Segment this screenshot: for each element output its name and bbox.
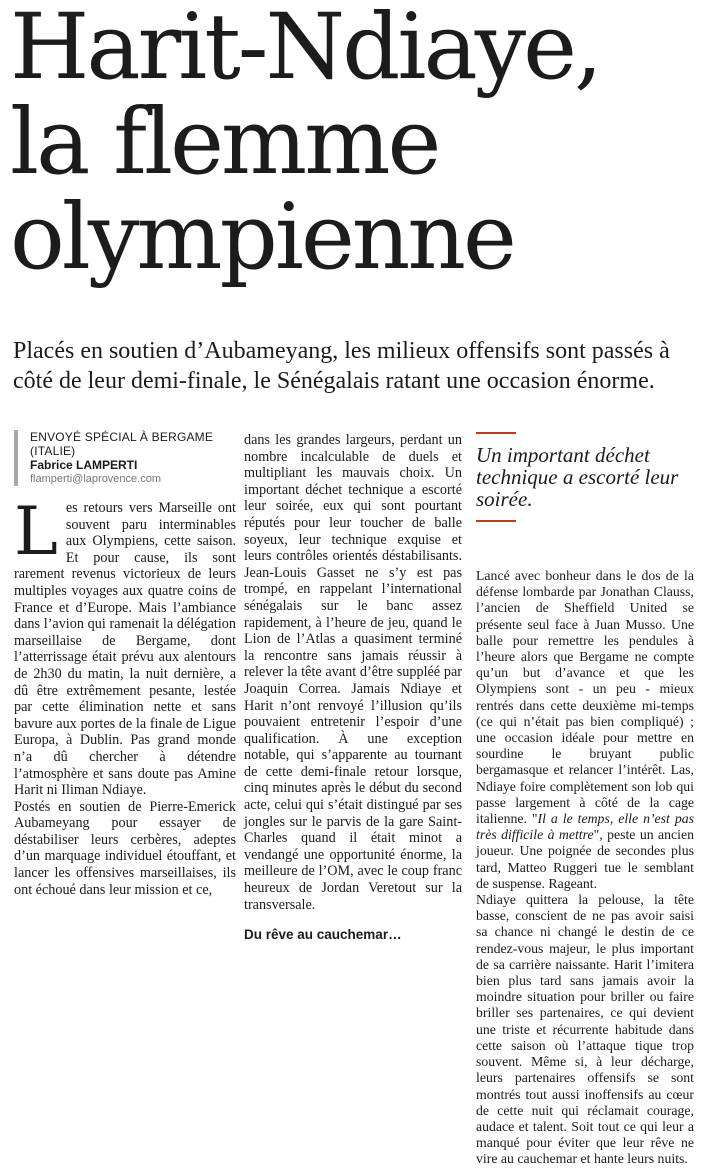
quoted-remark: Il a le temps, elle n’est pas très difficile à mettre [476,811,694,843]
subheading: Du rêve au cauchemar… [244,927,402,943]
standfirst: Placés en soutien d’Aubameyang, les milieux offensifs sont passés à côté de leur demi-finale, le Sénégalais ratant une occasion énorme. [13,338,670,394]
article-column-3 [476,568,694,1168]
article-paragraph-2 [14,799,236,899]
headline-line-3: olympienne [10,185,514,290]
pullquote-rule-bottom [476,520,516,522]
paragraph-3-text-end: ", peste un ancien joueur. Une poignée de secondes plus tard, Matteo Ruggeri tue le semblant de suspense. Rageant. [476,827,694,891]
paragraph-2-text: Postés en soutien de Pierre-Emerick Aubameyang pour essayer de déstabiliser leurs cerbères, adeptes d’un marquage individuel étouffant, et lancer les offensives marseillaises, ils ont échoué dans leur mission et ce, [14,798,236,898]
headline-line-1: Harit-Ndiaye, [10,0,600,100]
drop-cap: L [14,493,58,570]
paragraph-4-text: Ndiaye quittera la pelouse, la tête basse, conscient de ne pas avoir saisi sa chance ni changé le destin de ce rendez-vous majeur, le plus important de sa carrière naissante. Harit l’imitera bien plus tard sans jamais avoir la moindre situation pour briller ou faire briller ses partenaires, ce qui devient une triste et récurrente habitude dans cette saison où l’attaque tique trop souvent. Même si, à leur décharge, leurs partenaires offensifs se sont montrés tout aussi inoffensifs au cœur de cette nuit qui réclamait courage, audace et talent. Soit tout ce qui leur a manqué pour éviter que leur rêve ne vire au cauchemar et hante leurs nuits. [476,892,694,1167]
pullquote-rule-top [476,432,516,434]
byline-location: ENVOYÉ SPÉCIAL À BERGAME (ITALIE) [30,430,214,458]
article-paragraph-4 [476,892,694,1167]
pullquote-block [476,432,691,522]
paragraph-3-text-continued: Lancé avec bonheur dans le dos de la défense lombarde par Jonathan Clauss, l’ancien de Sheffield United se présente seul face à Juan Musso. Une balle pour remettre les pendules à l’heure alors que Bergame ne compte qu’un but d’avance et que les Olympiens sont - un peu - mieux rentrés dans cette deuxième mi-temps (ce qui n’était pas bien compliqué) ; une occasion idéale pour mettre en sourdine le bruyant public bergamasque et relancer l’intérêt. Las, Ndiaye foire complètement son lob qui passe largement à côté de la cage italienne. " [476,568,694,827]
article-paragraph-3-continued [476,568,694,892]
article-paragraph-2-continued: dans les grandes largeurs, perdant un nombre incalculable de duels et multipliant les mauvais choix. Un important déchet technique a escorté leur soirée, eux qui sont pourtant réputés pour leur toucher de balle soyeux, leur technique exquise et leurs contrôles orientés déstabilisants. Jean-Louis Gasset ne s’y est pas trompé, en rappelant l’international sénégalais sur le banc assez rapidement, à l’heure de jeu, quand le Lion de l’Atlas a quasiment terminé la rencontre sans jamais réussir à relever la tête avant d’être suppléé par Joaquin Correa. Jamais Ndiaye et Harit n’ont renvoyé l’illusion qu’ils pouvaient entretenir l’espoir d’une qualification. À une exception notable, qui s’apparente au tournant de cette demi-finale retour lorsque, cinq minutes après le début du second acte, celui qui s’était distingué par ses jongles sur le parvis de la gare Saint-Charles quand il était minot a vendangé une opportunité énorme, la meilleure de l’OM, avec le coup franc heureux de Jordan Veretout sur la transversale. [244,432,462,913]
pullquote: Un important déchet technique a escorté leur soirée. [476,443,679,511]
byline-email[interactable]: flamperti@laprovence.com [30,473,161,485]
headline-line-2: la flemme [10,90,439,195]
headline [10,0,700,290]
byline [14,430,236,486]
article-column-1 [14,430,236,898]
article-column-2 [244,432,462,946]
paragraph-1-text: es retours vers Marseille ont souvent paru interminables aux Olympiens, cette saison. Et pour cause, ils sont rarement revenus victorieux de leurs multiples voyages aux quatre coins de France et d’Europe. Mais l’ambiance dans l’avion qui ramenait la délégation marseillaise de Bergame, dont l’atterrissage était prévu aux alentours de 2h30 du matin, la nuit dernière, a dû être extrêmement pesante, lestée par cette élimination nette et sans bavure aux portes de la finale de Ligue Europa, à Dublin. Pas grand monde n’a dû chercher à détendre l’atmosphère et sans doute pas Amine Harit ni Iliman Ndiaye. [14,500,236,799]
article-paragraph-1 [14,493,236,799]
byline-author: Fabrice LAMPERTI [30,458,138,472]
